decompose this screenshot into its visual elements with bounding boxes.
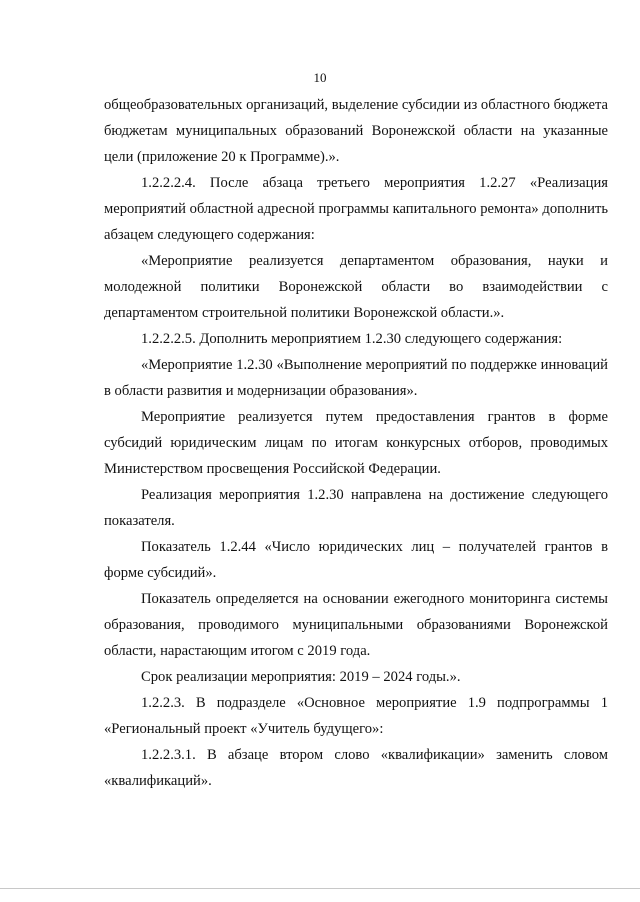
paragraph-11: 1.2.2.3. В подразделе «Основное мероприятие 1.9 подпрограммы 1 «Региональный проект «Учитель будущего»: [104,695,608,737]
paragraph-4: 1.2.2.2.5. Дополнить мероприятием 1.2.30 следующего содержания: [141,331,563,347]
paragraph-3: «Мероприятие реализуется департаментом образования, науки и молодежной политики Воронежской области во взаимодействии с департаментом строительной политики Воронежской области.». [104,253,608,321]
paragraph-6: Мероприятие реализуется путем предоставления грантов в форме субсидий юридическим лицам по итогам конкурсных отборов, проводимых Министерством просвещения Российской Федерации. [104,409,608,477]
document-body [104,92,608,794]
paragraph-2: 1.2.2.2.4. После абзаца третьего мероприятия 1.2.27 «Реализация мероприятий областной адресной программы капитального ремонта» дополнить абзацем следующего содержания: [104,175,608,243]
scan-edge-line [0,888,640,889]
paragraph-12: 1.2.2.3.1. В абзаце втором слово «квалификации» заменить словом «квалификаций». [104,747,608,789]
paragraph-1: общеобразовательных организаций, выделение субсидии из областного бюджета бюджетам муниципальных образований Воронежской области на указанные цели (приложение 20 к Программе).». [104,97,608,165]
paragraph-8: Показатель 1.2.44 «Число юридических лиц – получателей грантов в форме субсидий». [104,539,608,581]
paragraph-9: Показатель определяется на основании ежегодного мониторинга системы образования, проводимого муниципальными образованиями Воронежской области, нарастающим итогом с 2019 года. [104,591,608,659]
paragraph-7: Реализация мероприятия 1.2.30 направлена на достижение следующего показателя. [104,487,608,529]
paragraph-10: Срок реализации мероприятия: 2019 – 2024 годы.». [141,669,461,685]
page-number: 10 [313,70,327,85]
paragraph-5: «Мероприятие 1.2.30 «Выполнение мероприятий по поддержке инноваций в области развития и модернизации образования». [104,357,608,399]
